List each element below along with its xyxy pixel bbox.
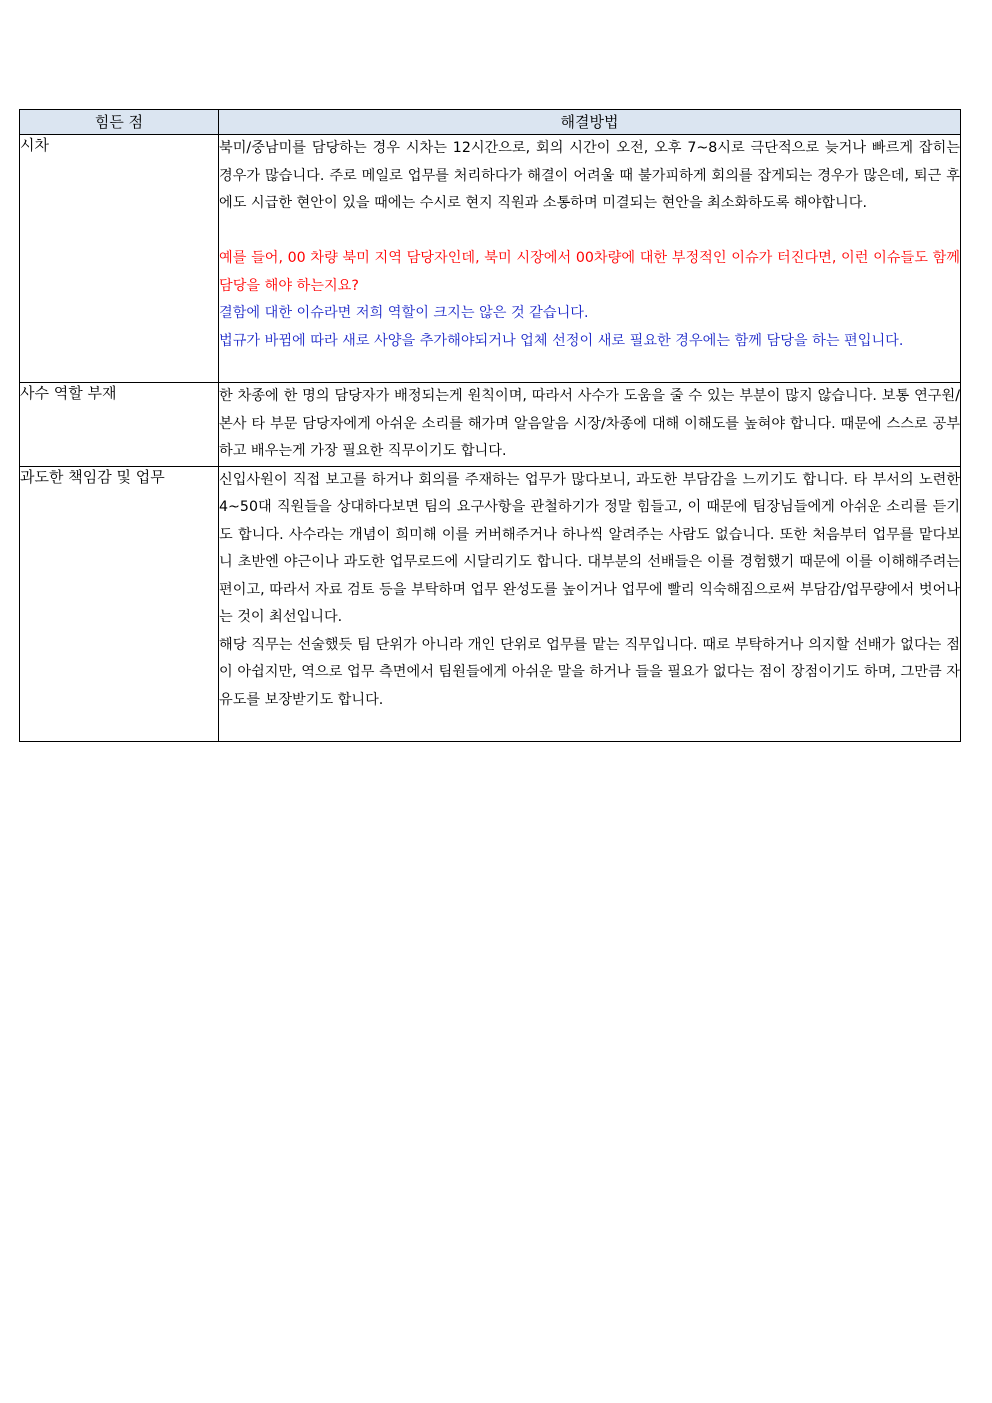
header-difficulty: 힘든 점 <box>20 110 219 135</box>
table-row <box>20 466 961 742</box>
table-row <box>20 135 961 383</box>
paragraph-spacer <box>219 355 960 382</box>
paragraph-spacer <box>219 218 960 246</box>
answer-paragraph: 결함에 대한 이슈라면 저희 역할이 크지는 않은 것 같습니다. <box>219 305 589 321</box>
row-label-excessive-responsibility: 과도한 책임감 및 업무 <box>20 466 219 742</box>
row-content-time-difference <box>219 135 961 383</box>
table-row <box>20 383 961 467</box>
paragraph: 해당 직무는 선술했듯 팀 단위가 아니라 개인 단위로 업무를 맡는 직무입니다. 때로 부탁하거나 의지할 선배가 없다는 점이 아쉽지만, 역으로 업무 측면에서 팀원들에게 아쉬운 말을 하거나 들을 필요가 없다는 점이 장점이기도 하며, 그만큼 자유도를 보장받기도 합니다. <box>219 636 960 708</box>
header-solution: 해결방법 <box>219 110 961 135</box>
row-content-no-mentor <box>219 383 961 467</box>
paragraph: 한 차종에 한 명의 담당자가 배정되는게 원칙이며, 따라서 사수가 도움을 줄 수 있는 부분이 많지 않습니다. 보통 연구원/본사 타 부문 담당자에게 아쉬운 소리를 해가며 알음알음 시장/차종에 대해 이해도를 높혀야 합니다. 때문에 스스로 공부하고 배우는게 가장 필요한 직무이기도 합니다. <box>219 388 960 459</box>
row-label-no-mentor: 사수 역할 부재 <box>20 383 219 467</box>
paragraph: 북미/중남미를 담당하는 경우 시차는 12시간으로, 회의 시간이 오전, 오후 7~8시로 극단적으로 늦거나 빠르게 잡히는 경우가 많습니다. 주로 메일로 업무를 처리하다가 해결이 어려울 때 불가피하게 회의를 잡게되는 경우가 많은데, 퇴근 후에도 시급한 현안이 있을 때에는 수시로 현지 직원과 소통하며 미결되는 현안을 최소화하도록 해야합니다. <box>219 140 960 211</box>
table-header-row <box>20 110 961 135</box>
document-page <box>19 109 960 742</box>
answer-paragraph: 법규가 바뀜에 따라 새로 사양을 추가해야되거나 업체 선정이 새로 필요한 경우에는 함께 담당을 하는 편입니다. <box>219 332 904 349</box>
row-label-time-difference: 시차 <box>20 135 219 383</box>
paragraph-spacer <box>219 714 960 741</box>
question-paragraph: 예를 들어, 00 차량 북미 지역 담당자인데, 북미 시장에서 00차량에 대한 부정적인 이슈가 터진다면, 이런 이슈들도 함께 담당을 해야 하는지요? <box>219 250 960 294</box>
row-content-excessive-responsibility <box>219 466 961 742</box>
difficulties-table <box>19 109 961 742</box>
paragraph: 신입사원이 직접 보고를 하거나 회의를 주재하는 업무가 많다보니, 과도한 부담감을 느끼기도 합니다. 타 부서의 노련한 4~50대 직원들을 상대하다보면 팀의 요구사항을 관철하기가 정말 힘들고, 이 때문에 팀장님들에게 아쉬운 소리를 듣기도 합니다. 사수라는 개념이 희미해 이를 커버해주거나 하나씩 알려주는 사람도 없습니다. 또한 처음부터 업무를 맡다보니 초반엔 야근이나 과도한 업무로드에 시달리기도 합니다. 대부분의 선배들은 이를 경험했기 때문에 이를 이해해주려는 편이고, 따라서 자료 검토 등을 부탁하며 업무 완성도를 높이거나 업무에 빨리 익숙해짐으로써 부담감/업무량에서 벗어나는 것이 최선입니다. <box>219 471 960 625</box>
